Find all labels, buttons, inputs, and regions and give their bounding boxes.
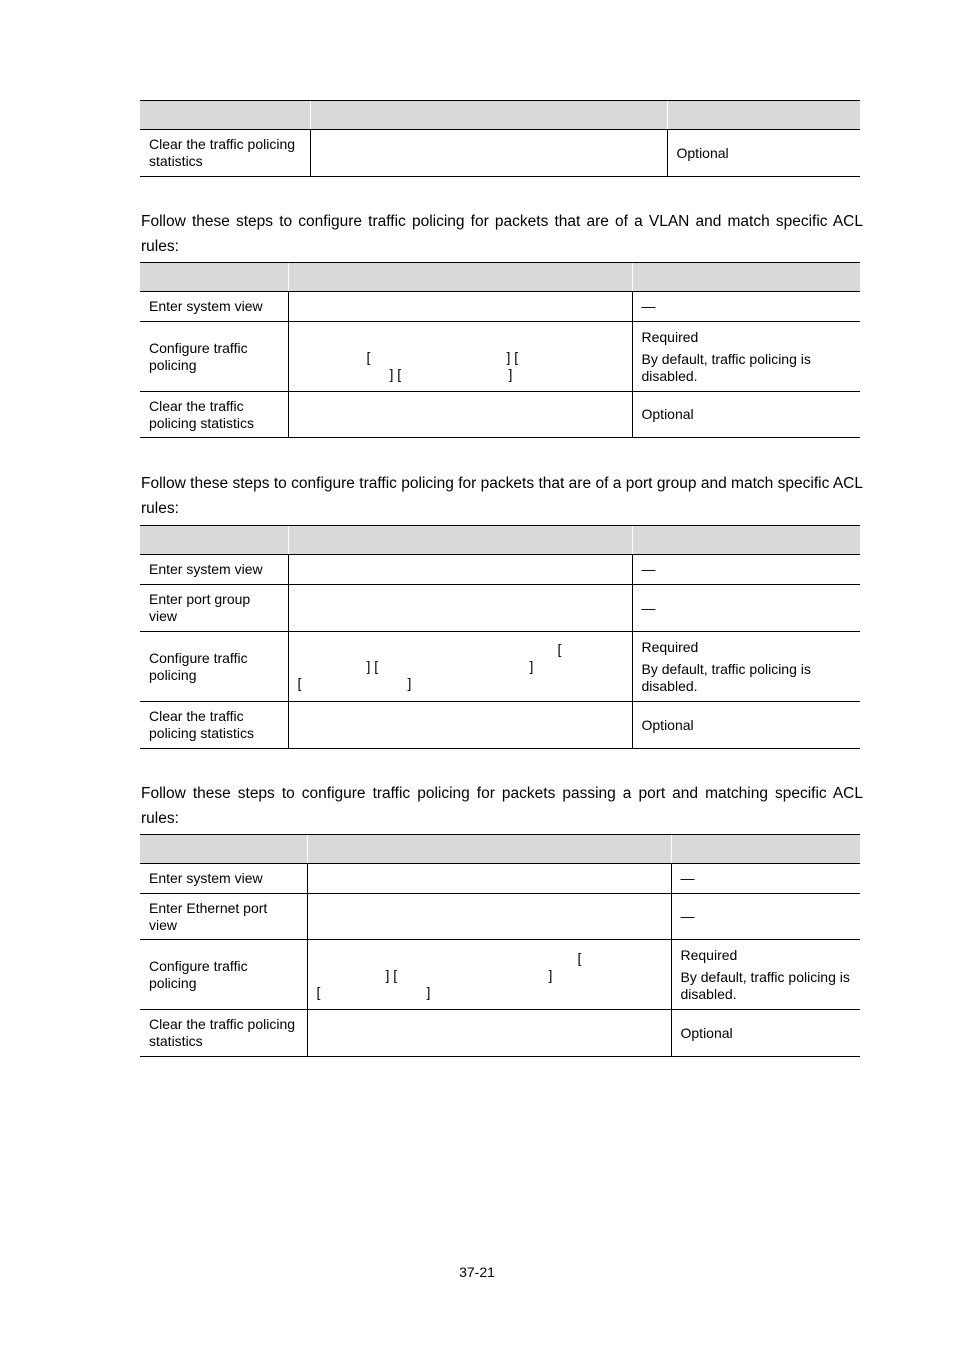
table-row [140,392,860,438]
table-row [140,864,860,894]
operation-cell: Configure traffic policing [140,632,288,702]
operation-cell: Enter system view [140,555,288,585]
table-row [140,894,860,940]
description-cell: Optional [632,392,860,438]
command-cell [307,940,671,1010]
table-header-row [140,101,860,130]
command-cell [288,292,632,322]
operation-cell: Enter system view [140,292,288,322]
table-row [140,585,860,632]
bracket-fragment: ] [ [366,658,379,674]
bracket-fragment: ] [508,366,513,382]
table-port-group-traffic-policing [140,525,860,749]
table-clear-statistics-continued [140,100,860,177]
operation-cell: Clear the traffic policing statistics [140,392,288,438]
bracket-fragment: [ [577,950,582,966]
operation-cell: Clear the traffic policing statistics [140,130,310,177]
description-cell: Required By default, traffic policing is disabled. [671,940,860,1010]
bracket-fragment: ] [548,967,553,983]
description-cell: — [632,555,860,585]
operation-cell: Configure traffic policing [140,322,288,392]
description-cell: Optional [671,1010,860,1057]
page-number: 37-21 [459,1264,495,1280]
command-cell [288,702,632,749]
table-header-row [140,835,860,864]
command-cell [307,1010,671,1057]
bracket-fragment: [ [366,349,371,365]
table-row [140,130,860,177]
description-cell: — [632,585,860,632]
command-cell [288,555,632,585]
bracket-fragment: ] [ [506,349,519,365]
command-cell [288,585,632,632]
intro-paragraph-port: Follow these steps to configure traffic policing for packets passing a port and matching specific ACL rules: [141,785,863,827]
bracket-fragment: ] [426,984,431,1000]
table-vlan-traffic-policing [140,262,860,438]
operation-cell: Clear the traffic policing statistics [140,1010,307,1057]
table-row [140,292,860,322]
command-cell [310,130,667,177]
operation-cell: Enter system view [140,864,307,894]
operation-cell: Configure traffic policing [140,940,307,1010]
table-row [140,1010,860,1057]
intro-paragraph-vlan: Follow these steps to configure traffic policing for packets that are of a VLAN and match specific ACL rules: [141,213,863,255]
table-row [140,940,860,1010]
bracket-fragment: ] [529,658,534,674]
operation-cell: Clear the traffic policing statistics [140,702,288,749]
intro-paragraph-port-group: Follow these steps to configure traffic policing for packets that are of a port group and match specific ACL rules: [141,475,863,517]
description-cell: Optional [667,130,860,177]
operation-cell: Enter Ethernet port view [140,894,307,940]
table-row [140,702,860,749]
command-cell [288,632,632,702]
description-cell: — [632,292,860,322]
description-cell: — [671,894,860,940]
bracket-fragment: [ [297,675,302,691]
description-cell: Optional [632,702,860,749]
description-cell: — [671,864,860,894]
table-header-row [140,526,860,555]
description-cell: Required By default, traffic policing is disabled. [632,632,860,702]
bracket-fragment: [ [557,641,562,657]
operation-cell: Enter port group view [140,585,288,632]
bracket-fragment: ] [407,675,412,691]
table-header-row [140,263,860,292]
command-cell [288,392,632,438]
command-cell [307,864,671,894]
bracket-fragment: ] [ [389,366,402,382]
description-cell: Required By default, traffic policing is disabled. [632,322,860,392]
table-row [140,632,860,702]
command-cell [288,322,632,392]
command-cell [307,894,671,940]
table-row [140,555,860,585]
table-row [140,322,860,392]
bracket-fragment: [ [316,984,321,1000]
bracket-fragment: ] [ [385,967,398,983]
table-port-traffic-policing [140,834,860,1057]
